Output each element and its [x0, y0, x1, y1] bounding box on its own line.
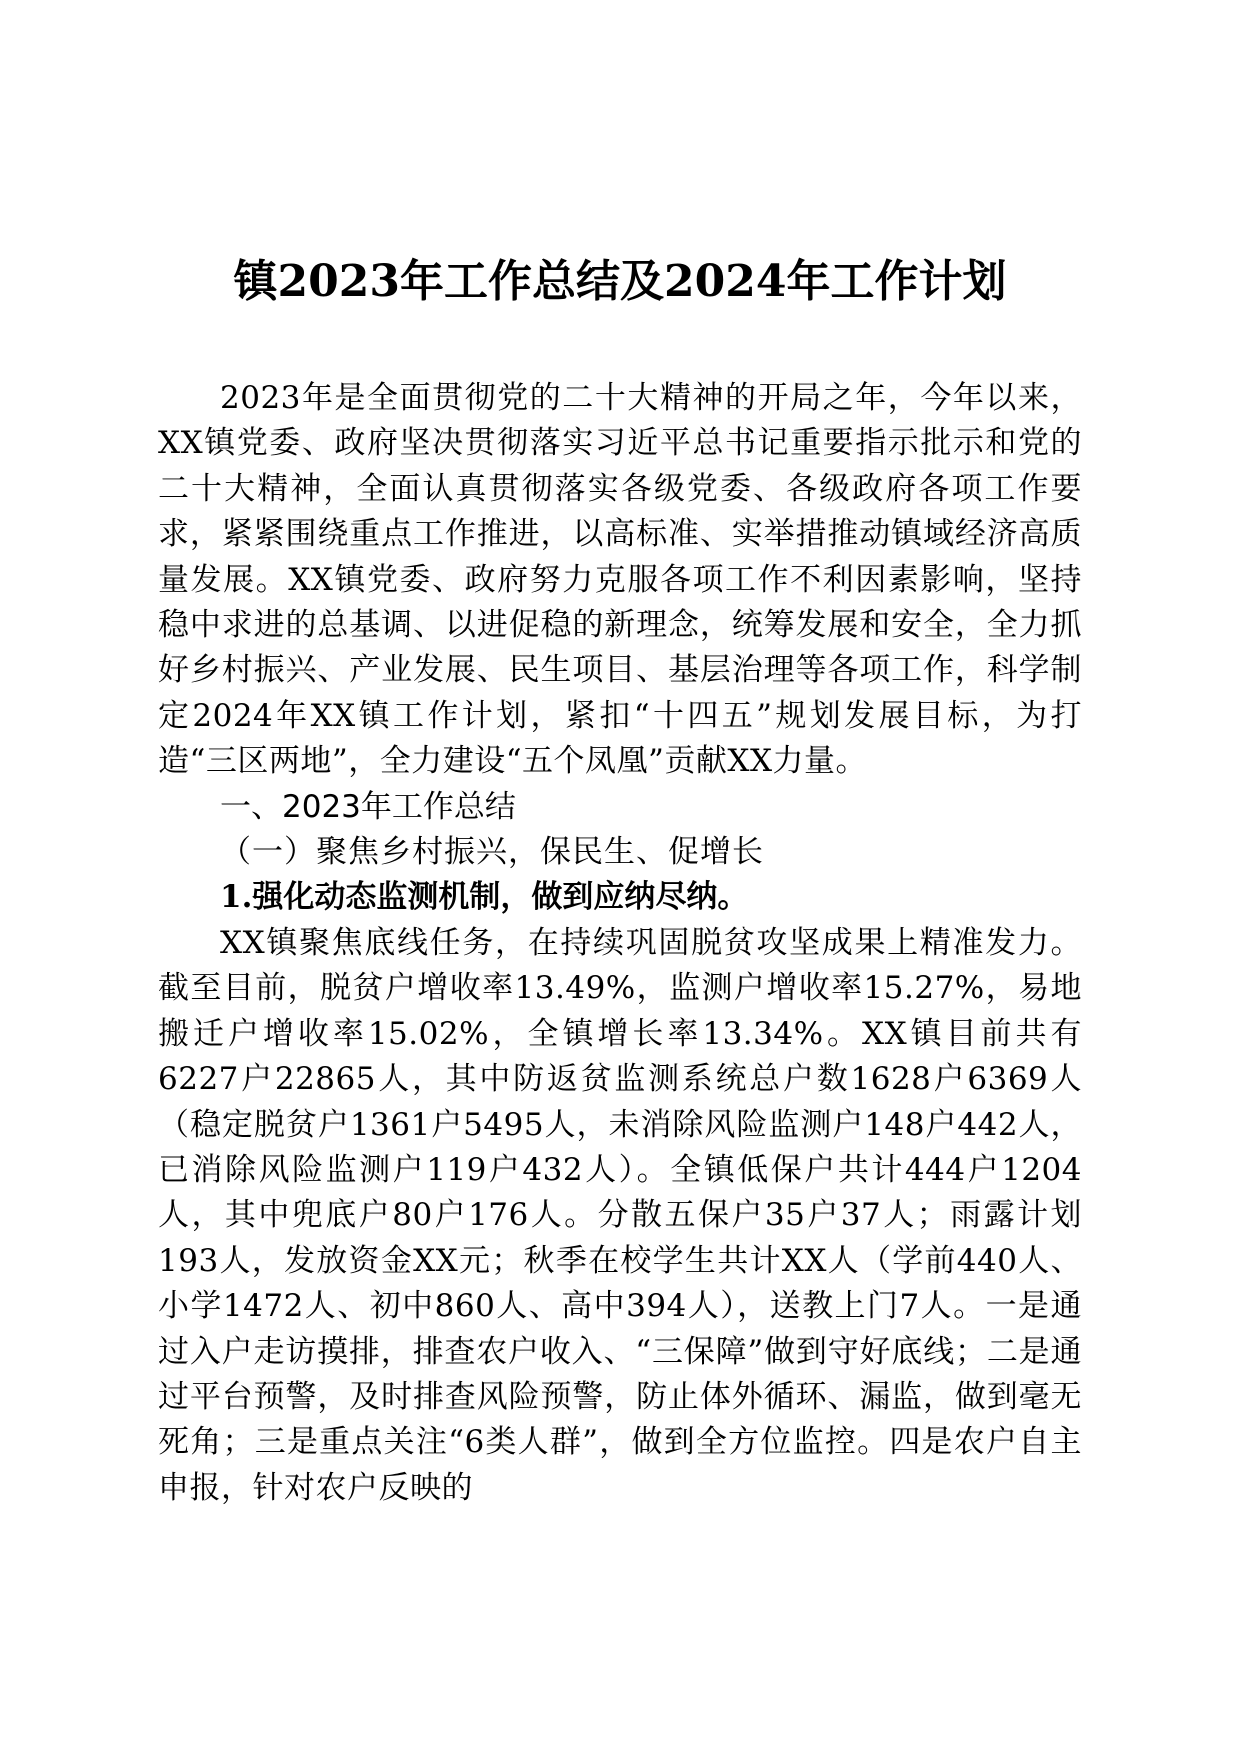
document-title: 镇2023年工作总结及2024年工作计划 [233, 256, 1007, 307]
section-heading-summary: 一、2023年工作总结 [220, 788, 516, 825]
subsection-heading-rural-revitalization: （一）聚焦乡村振兴，保民生、促增长 [220, 834, 764, 871]
intro-paragraph: 2023年是全面贯彻党的二十大精神的开局之年，今年以来，XX镇党委、政府坚决贯彻落实习近平总书记重要指示批示和党的二十大精神，全面认真贯彻落实各级党委、各级政府各项工作要求，紧紧围绕重点工作推进，以高标准、实举措推动镇域经济高质量发展。XX镇党委、政府努力克服各项工作不利因素影响，坚持稳中求进的总基调、以进促稳的新理念，统筹发展和安全，全力抓好乡村振兴、产业发展、民生项目、基层治理等各项工作，科学制定2024年XX镇工作计划，紧扣“十四五”规划发展目标，为打造“三区两地”，全力建设“五个凤凰”贡献XX力量。 [158, 380, 1082, 780]
item-heading-monitoring: 1.强化动态监测机制，做到应纳尽纳。 [220, 879, 749, 916]
document-body [158, 376, 1082, 1511]
item-paragraph-monitoring: XX镇聚焦底线任务，在持续巩固脱贫攻坚成果上精准发力。截至目前，脱贫户增收率13.49%，监测户增收率15.27%，易地搬迁户增收率15.02%，全镇增长率13.34%。XX镇目前共有6227户22865人，其中防返贫监测系统总户数1628户6369人（稳定脱贫户1361户5495人，未消除风险监测户148户442人，已消除风险监测户119户432人）。全镇低保户共计444户1204人，其中兜底户80户176人。分散五保户35户37人；雨露计划193人，发放资金XX元；秋季在校学生共计XX人（学前440人、小学1472人、初中860人、高中394人），送教上门7人。一是通过入户走访摸排，排查农户收入、“三保障”做到守好底线；二是通过平台预警，及时排查风险预警，防止体外循环、漏监，做到毫无死角；三是重点关注“6类人群”，做到全方位监控。四是农户自主申报，针对农户反映的 [158, 924, 1082, 1506]
